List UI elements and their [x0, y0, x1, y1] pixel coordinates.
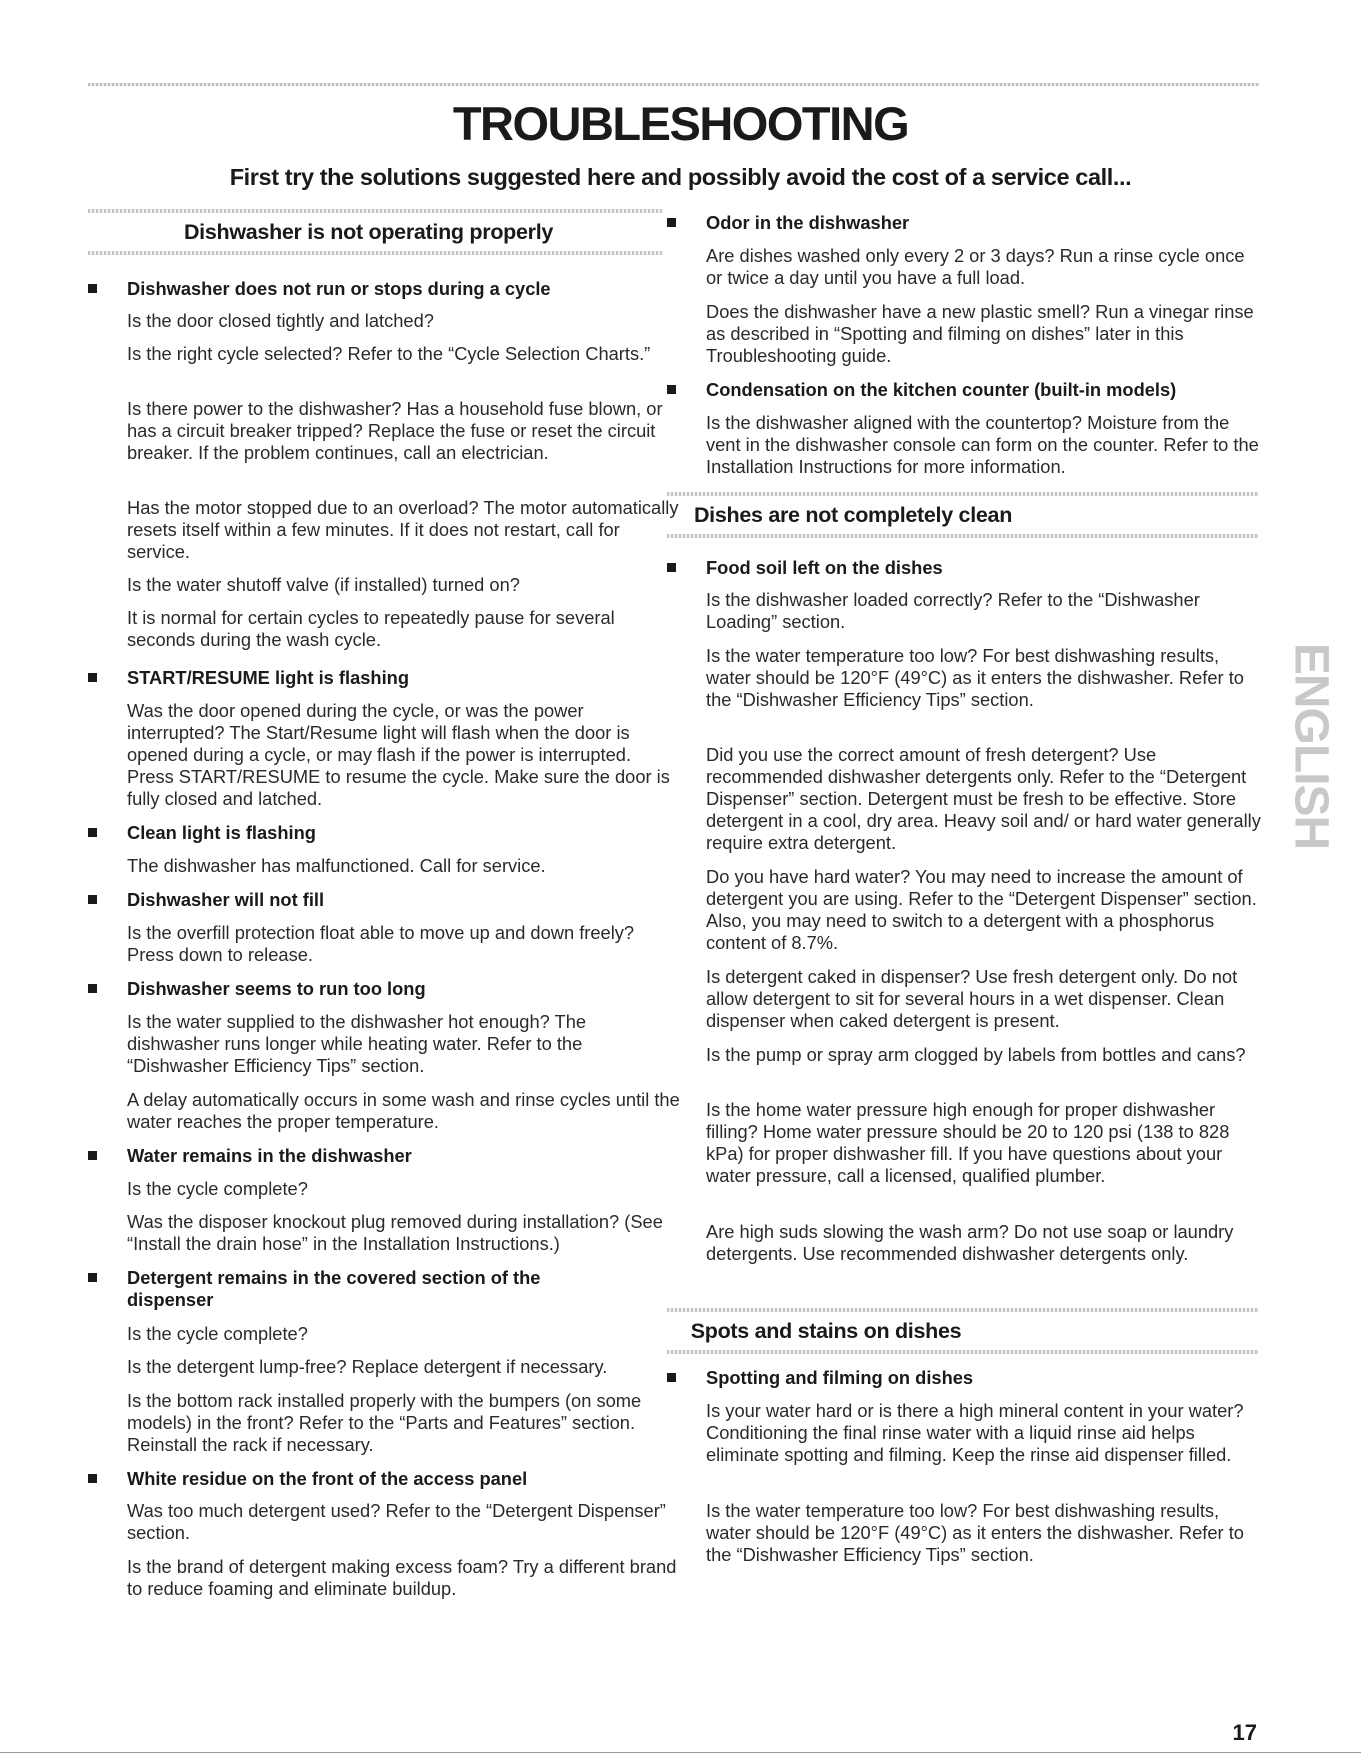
trouble-item-paragraph: Is the pump or spray arm clogged by labels from bottles and cans?	[706, 1044, 1246, 1065]
trouble-item-paragraph: Is there power to the dishwasher? Has a household fuse blown, or has a circuit breaker tripped? Replace the fuse or reset the circuit breaker. If the problem continues, call an electrician.	[127, 398, 663, 463]
trouble-item-paragraph: Is the water shutoff valve (if installed) turned on?	[127, 574, 520, 595]
trouble-item-paragraph: A delay automatically occurs in some wash and rinse cycles until the water reaches the proper temperature.	[127, 1089, 680, 1132]
trouble-item-paragraph: Is the water temperature too low? For best dishwashing results, water should be 120°F (49°C) as it enters the dishwasher. Refer to the “Dishwasher Efficiency Tips” section.	[706, 645, 1244, 710]
section-title: Dishes are not completely clean	[693, 503, 1013, 527]
trouble-item-paragraph: Is the dishwasher loaded correctly? Refer to the “Dishwasher Loading” section.	[706, 589, 1200, 632]
bullet-icon	[667, 385, 676, 394]
trouble-item-paragraph: Has the motor stopped due to an overload? The motor automatically resets itself within a few minutes. If it does not restart, call for service.	[127, 497, 679, 562]
trouble-item-title: Detergent remains in the covered section of the dispenser	[127, 1267, 541, 1310]
language-tab: ENGLISH	[1284, 642, 1338, 850]
trouble-item-title: START/RESUME light is flashing	[127, 667, 410, 688]
trouble-item-paragraph: Is the water temperature too low? For best dishwashing results, water should be 120°F (49°C) as it enters the dishwasher. Refer to the “Dishwasher Efficiency Tips” section.	[706, 1500, 1244, 1565]
bullet-icon	[88, 828, 97, 837]
section-rule	[88, 209, 663, 213]
trouble-item-paragraph: Is the door closed tightly and latched?	[127, 310, 434, 331]
page-title: TROUBLESHOOTING	[452, 97, 909, 150]
trouble-item-title: Dishwasher seems to run too long	[127, 978, 426, 999]
trouble-item-paragraph: Is the right cycle selected? Refer to the “Cycle Selection Charts.”	[127, 343, 651, 364]
bullet-icon	[88, 673, 97, 682]
bullet-icon	[88, 984, 97, 993]
trouble-item-paragraph: Are dishes washed only every 2 or 3 days? Run a rinse cycle once or twice a day until you have a full load.	[706, 245, 1245, 288]
trouble-item-paragraph: Is the water supplied to the dishwasher hot enough? The dishwasher runs longer while heating water. Refer to the “Dishwasher Efficiency Tips” section.	[127, 1011, 587, 1076]
section-rule	[667, 1350, 1259, 1354]
trouble-item-paragraph: Is the cycle complete?	[127, 1178, 308, 1199]
section-rule	[88, 251, 663, 255]
trouble-item-title: Clean light is flashing	[127, 822, 316, 843]
section-header-not-clean	[667, 492, 1259, 538]
bottom-divider	[0, 1752, 1361, 1753]
trouble-item-title: Spotting and filming on dishes	[706, 1367, 974, 1388]
trouble-item-title: Food soil left on the dishes	[706, 557, 943, 578]
trouble-item-paragraph: Is the cycle complete?	[127, 1323, 308, 1344]
trouble-item-paragraph: Is the home water pressure high enough for proper dishwasher filling? Home water pressure should be 20 to 120 psi (138 to 828 kPa) for proper dishwasher fill. If you have questions about your water pressure, call a licensed, qualified plumber.	[706, 1099, 1230, 1186]
trouble-item-paragraph: Is the detergent lump-free? Replace detergent if necessary.	[127, 1356, 608, 1377]
trouble-item-paragraph: Is detergent caked in dispenser? Use fresh detergent only. Do not allow detergent to sit for several hours in a wet dispenser. Clean dispenser when caked detergent is present.	[706, 966, 1238, 1031]
trouble-item-paragraph: Is the brand of detergent making excess foam? Try a different brand to reduce foaming and eliminate buildup.	[127, 1556, 677, 1599]
trouble-item-paragraph: Did you use the correct amount of fresh detergent? Use recommended dishwasher detergents only. Refer to the “Detergent Dispenser” section. Detergent must be fresh to be effective. Store detergent in a cool, dry area. Heavy soil and/ or hard water generally require extra detergent.	[706, 744, 1261, 853]
bullet-icon	[88, 895, 97, 904]
top-divider	[88, 83, 1260, 86]
trouble-item-paragraph: Do you have hard water? You may need to increase the amount of detergent you are using. Refer to the “Detergent Dispenser” section. Also, you may need to switch to a detergent with a phosphorus content of 8.7%.	[706, 866, 1257, 953]
section-rule	[667, 534, 1259, 538]
trouble-item-paragraph: Was the disposer knockout plug removed during installation? (See “Install the drain hose” in the Installation Instructions.)	[127, 1211, 663, 1254]
trouble-item-paragraph: Was too much detergent used? Refer to the “Detergent Dispenser” section.	[127, 1500, 666, 1543]
bullet-icon	[88, 284, 97, 293]
page-number: 17	[1232, 1720, 1257, 1745]
trouble-item-paragraph: The dishwasher has malfunctioned. Call for service.	[127, 855, 546, 876]
trouble-item-title: Dishwasher does not run or stops during a cycle	[127, 278, 551, 299]
trouble-item-paragraph: Is the overfill protection float able to move up and down freely? Press down to release.	[127, 922, 635, 965]
trouble-item-paragraph: Are high suds slowing the wash arm? Do not use soap or laundry detergents. Use recommended dishwasher detergents only.	[706, 1221, 1234, 1264]
trouble-item-paragraph: Was the door opened during the cycle, or was the power interrupted? The Start/Resume light will flash when the door is opened during a cycle, or may flash if the power is interrupted. Press START/RESUME to resume the cycle. Make sure the door is fully closed and latched.	[127, 700, 670, 809]
trouble-item-paragraph: Does the dishwasher have a new plastic smell? Run a vinegar rinse as described in “Spotting and filming on dishes” later in this Troubleshooting guide.	[706, 301, 1254, 366]
bullet-icon	[667, 563, 676, 572]
bullet-icon	[88, 1474, 97, 1483]
bullet-icon	[667, 1373, 676, 1382]
bullet-icon	[88, 1273, 97, 1282]
bullet-icon	[88, 1151, 97, 1160]
trouble-item-paragraph: Is your water hard or is there a high mineral content in your water? Conditioning the final rinse water with a liquid rinse aid helps eliminate spotting and filming. Keep the rinse aid dispenser filled.	[706, 1400, 1244, 1465]
section-rule	[667, 1308, 1259, 1312]
trouble-item-title: White residue on the front of the access panel	[127, 1468, 528, 1489]
section-title: Dishwasher is not operating properly	[183, 220, 554, 244]
trouble-item-title: Water remains in the dishwasher	[127, 1145, 412, 1166]
section-title: Spots and stains on dishes	[690, 1319, 962, 1343]
section-header-not-operating	[88, 209, 663, 255]
trouble-item-title: Odor in the dishwasher	[706, 212, 910, 233]
trouble-item-paragraph: Is the bottom rack installed properly with the bumpers (on some models) in the front? Refer to the “Parts and Features” section. Reinstall the rack if necessary.	[127, 1390, 642, 1455]
trouble-item-title: Condensation on the kitchen counter (built-in models)	[706, 379, 1177, 400]
section-header-spots	[667, 1308, 1259, 1354]
bullet-icon	[667, 218, 676, 227]
trouble-item-paragraph: Is the dishwasher aligned with the countertop? Moisture from the vent in the dishwasher console can form on the counter. Refer to the Installation Instructions for more information.	[706, 412, 1259, 477]
section-rule	[667, 492, 1259, 496]
trouble-item-paragraph: It is normal for certain cycles to repeatedly pause for several seconds during the wash cycle.	[127, 607, 615, 650]
page-subtitle: First try the solutions suggested here and possibly avoid the cost of a service call...	[229, 164, 1132, 190]
trouble-item-title: Dishwasher will not fill	[127, 889, 325, 910]
